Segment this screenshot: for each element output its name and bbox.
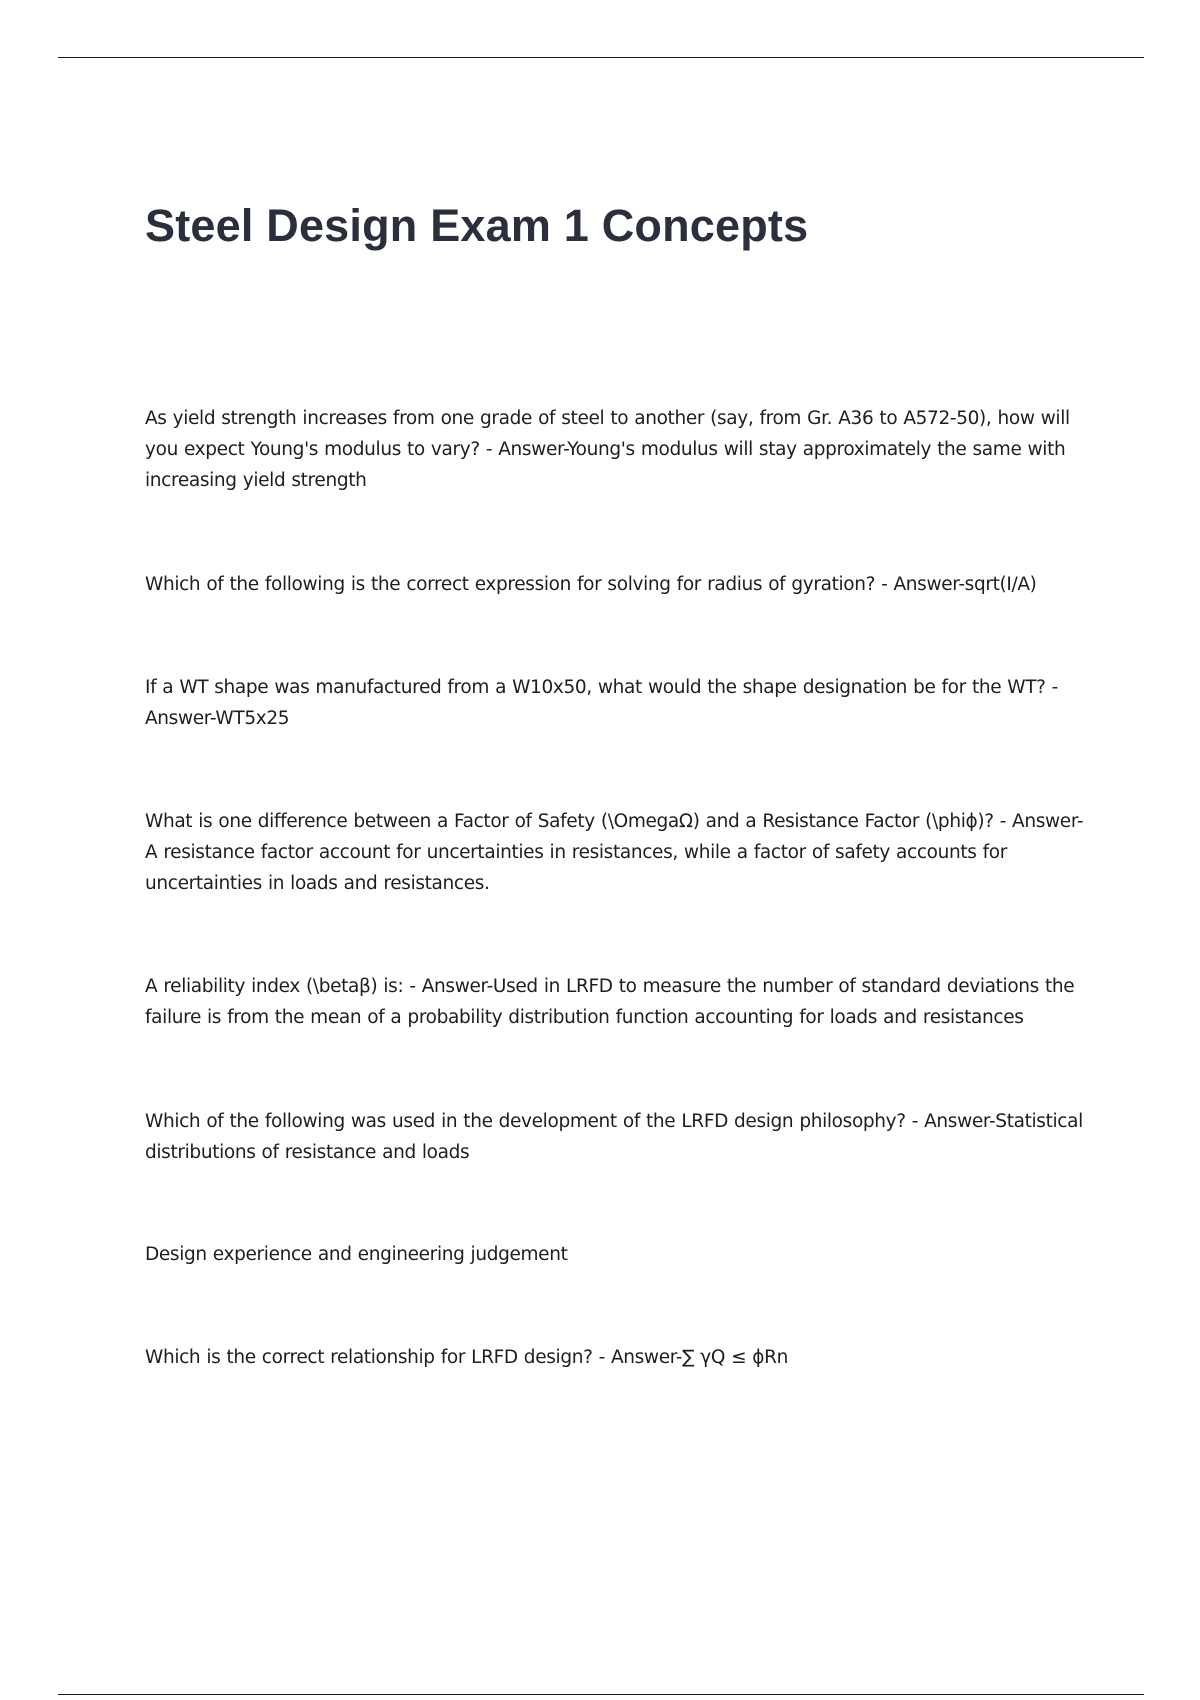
qa-entry-reliability-index: A reliability index (\betaβ) is: - Answer-Used in LRFD to measure the number of standard deviations the failure is from the mean of a probability distribution function accounting for loads and resistances bbox=[145, 976, 1075, 1028]
qa-entry-lrfd-relationship: Which is the correct relationship for LRFD design? - Answer-∑ γQ ≤ ϕRn bbox=[145, 1347, 789, 1368]
header-rule bbox=[58, 57, 1144, 58]
qa-entry-young-modulus: As yield strength increases from one grade of steel to another (say, from Gr. A36 to A572-50), how will you expect Young's modulus to vary? - Answer-Young's modulus will stay approximately the same with increasing yield strength bbox=[145, 408, 1070, 491]
document-title: Steel Design Exam 1 Concepts bbox=[145, 200, 809, 251]
qa-entry-lrfd-development: Which of the following was used in the development of the LRFD design philosophy? - Answer-Statistical distributions of resistance and loads bbox=[145, 1111, 1083, 1163]
qa-entry-radius-of-gyration: Which of the following is the correct expression for solving for radius of gyration? - Answer-sqrt(I/A) bbox=[145, 574, 1037, 595]
footer-rule bbox=[58, 1694, 1144, 1695]
qa-entry-design-experience: Design experience and engineering judgement bbox=[145, 1244, 568, 1265]
qa-entry-safety-vs-resistance-factor: What is one difference between a Factor of Safety (\OmegaΩ) and a Resistance Factor (\phiϕ)? - Answer-A resistance factor account for uncertainties in resistances, while a factor of safety accounts for uncertainties in loads and resistances. bbox=[145, 811, 1084, 894]
qa-entry-wt-shape: If a WT shape was manufactured from a W10x50, what would the shape designation be for the WT? - Answer-WT5x25 bbox=[145, 677, 1058, 729]
